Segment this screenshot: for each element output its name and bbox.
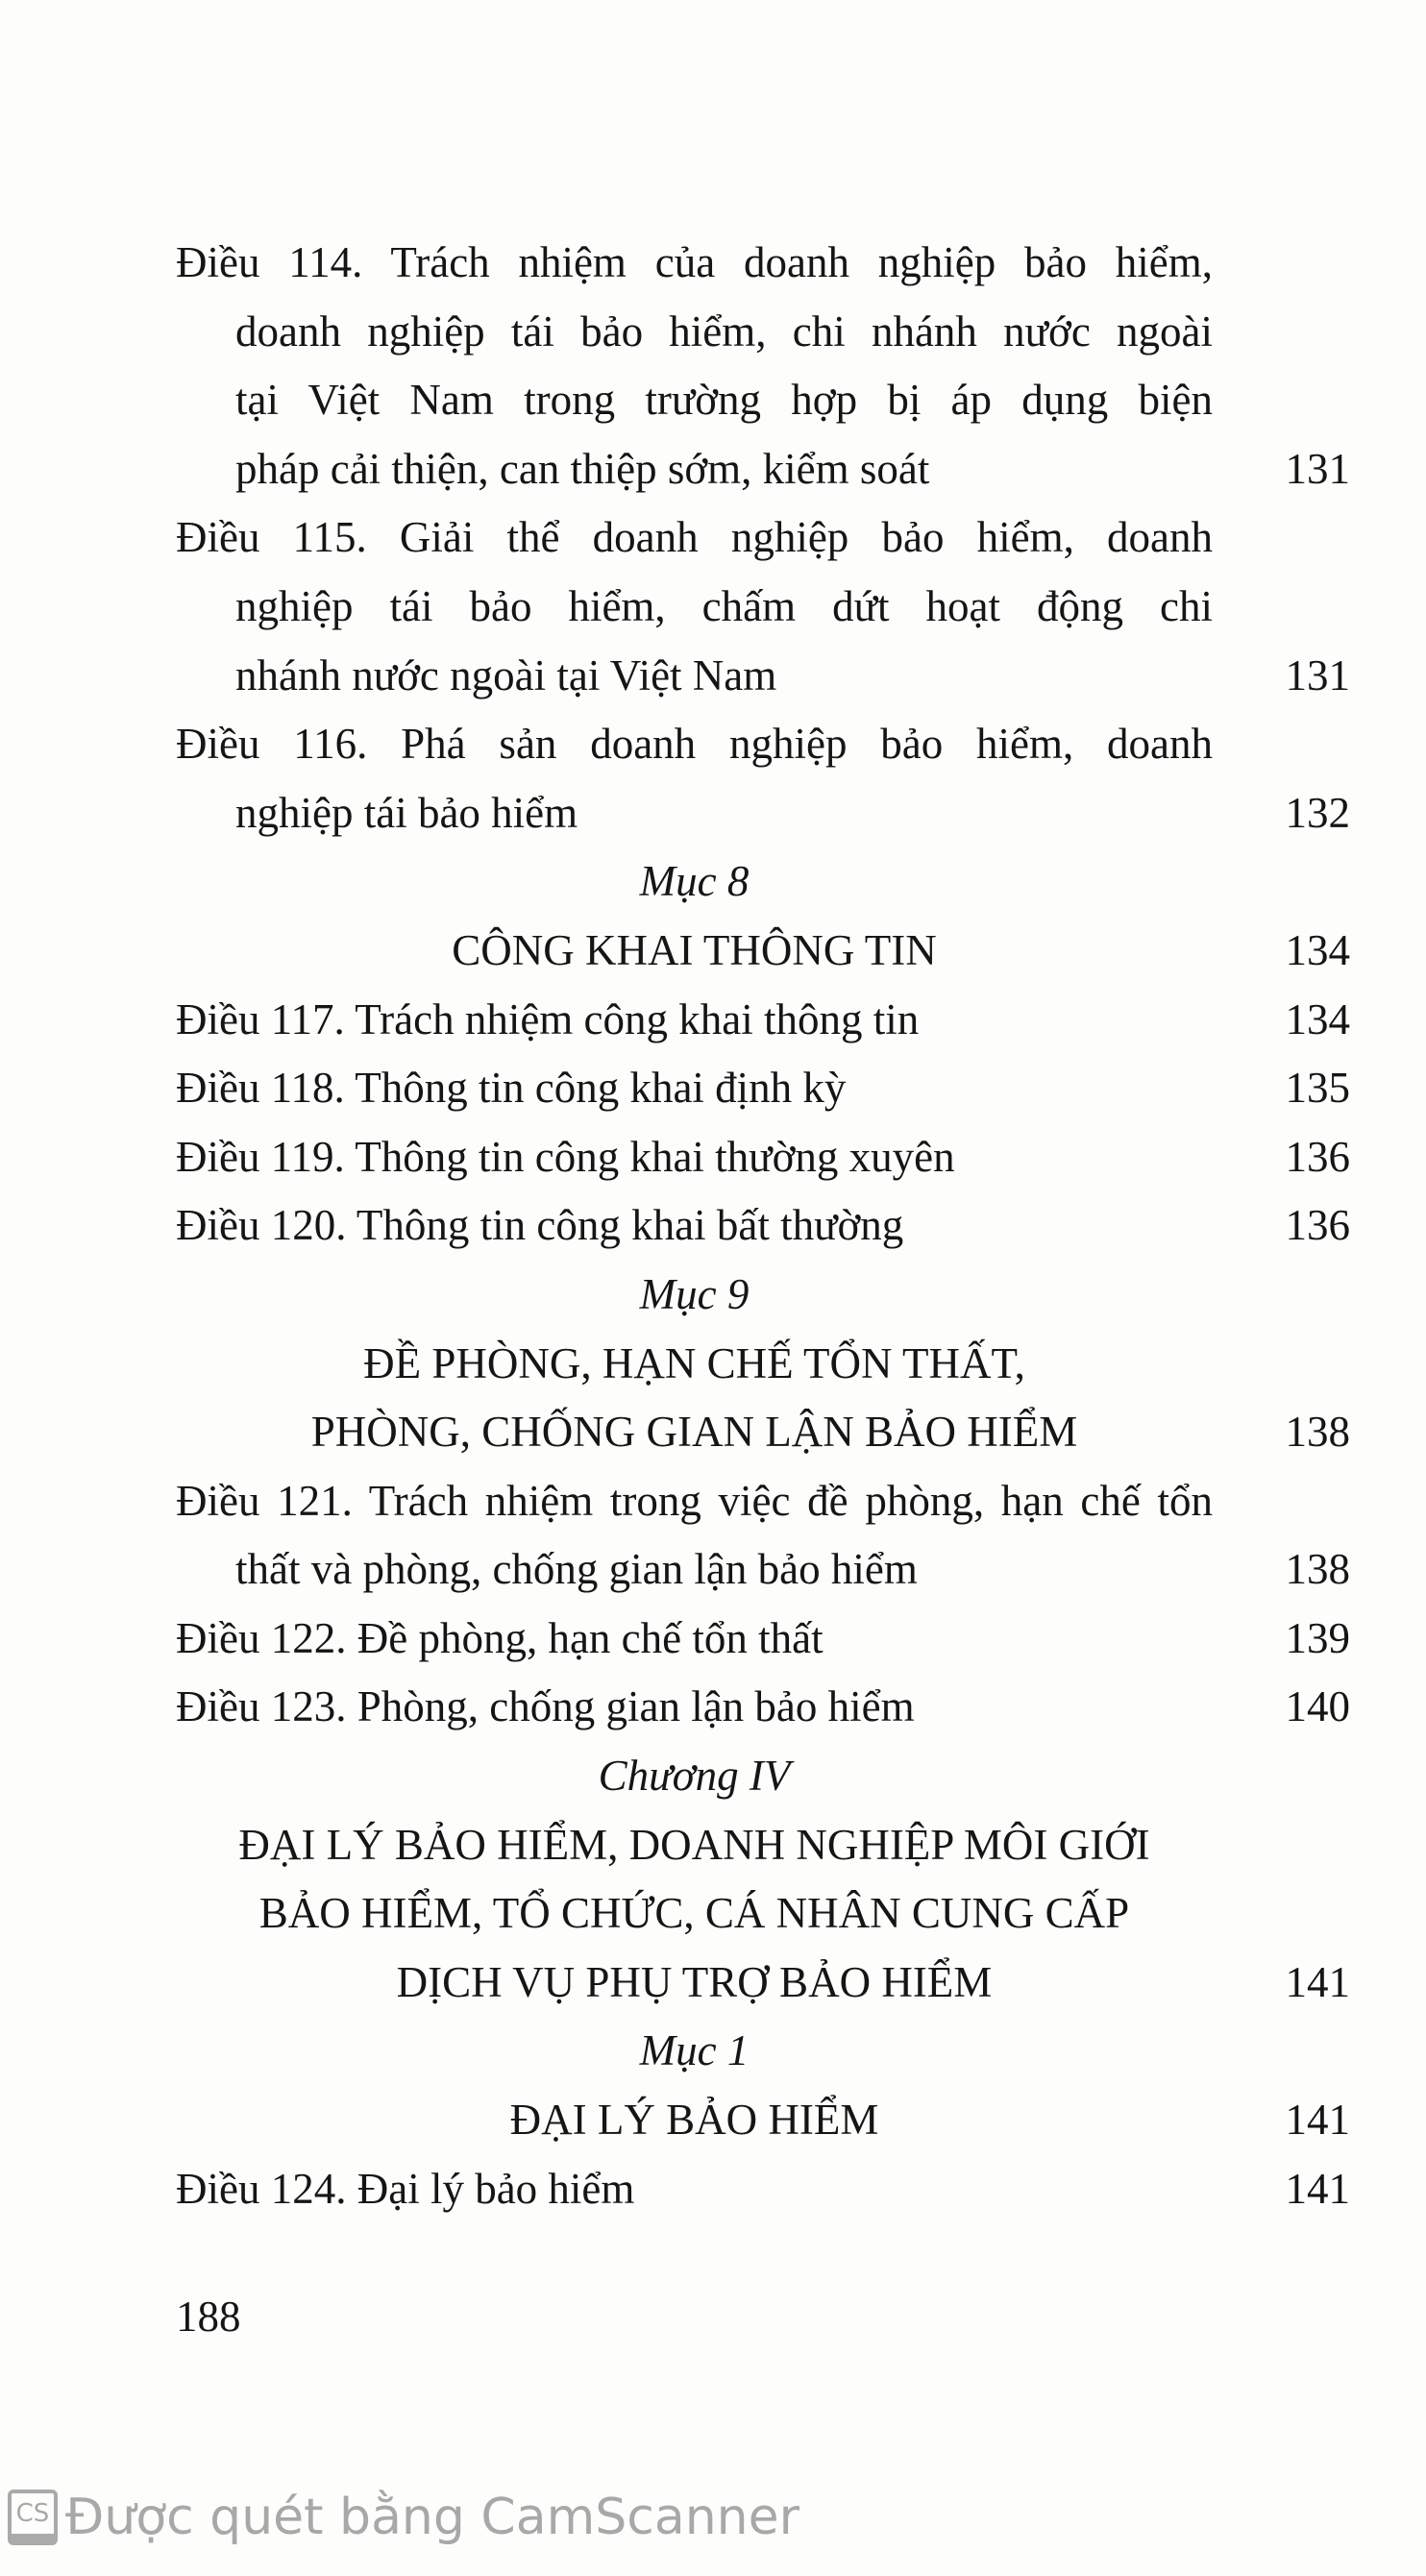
toc-entry-line — [176, 917, 1350, 986]
article-text: Điều 117. Trách nhiệm công khai thông tin — [176, 994, 920, 1043]
section-title-text: ĐỀ PHÒNG, HẠN CHẾ TỔN THẤT, — [363, 1338, 1025, 1387]
toc-entry-line — [176, 2086, 1350, 2155]
page-number: 188 — [176, 2293, 241, 2341]
article-text: Điều 123. Phòng, chống gian lận bảo hiểm — [176, 1682, 915, 1731]
toc-entry-line — [176, 1191, 1350, 1261]
article-text: pháp cải thiện, can thiệp sớm, kiểm soát — [235, 444, 930, 493]
camscanner-logo-icon: CS — [8, 2490, 58, 2545]
toc-entry-line — [176, 986, 1350, 1055]
toc-page-number: 131 — [1285, 444, 1350, 493]
toc-entry-line — [176, 229, 1350, 298]
toc-entry-line — [176, 1261, 1350, 1330]
toc-entry-line — [176, 435, 1350, 504]
toc-page-number: 138 — [1285, 1545, 1350, 1594]
toc-entry-line — [176, 1811, 1350, 1880]
toc-entry-line — [176, 847, 1350, 917]
toc-page-number: 141 — [1285, 2096, 1350, 2145]
toc-entry-line — [176, 1879, 1350, 1949]
section-label-text: Mục 9 — [639, 1269, 750, 1318]
article-text: Điều 121. Trách nhiệm trong việc đề phòng, hạn chế tổn — [176, 1476, 1213, 1525]
toc-entry-line — [176, 2155, 1350, 2224]
article-text: Điều 118. Thông tin công khai định kỳ — [176, 1064, 847, 1113]
toc-entry-line — [176, 366, 1350, 435]
camscanner-watermark — [8, 2489, 799, 2546]
toc-page-number: 132 — [1285, 788, 1350, 837]
toc-entry-line — [176, 1605, 1350, 1674]
toc-entry-line — [176, 1398, 1350, 1467]
toc-entry-line — [176, 1467, 1350, 1536]
toc-page-number: 135 — [1285, 1064, 1350, 1113]
article-text: Điều 124. Đại lý bảo hiểm — [176, 2164, 635, 2213]
article-text: Điều 116. Phá sản doanh nghiệp bảo hiểm, doanh — [176, 720, 1213, 769]
toc-page-number: 131 — [1285, 650, 1350, 699]
toc-page-number: 134 — [1285, 994, 1350, 1043]
toc-page-number: 136 — [1285, 1201, 1350, 1250]
article-text: Điều 115. Giải thể doanh nghiệp bảo hiểm, doanh — [176, 513, 1213, 562]
section-label-text: Mục 8 — [639, 857, 750, 906]
section-title-text: BẢO HIỂM, TỔ CHỨC, CÁ NHÂN CUNG CẤP — [258, 1889, 1130, 1938]
toc-page-number: 141 — [1285, 2164, 1350, 2213]
toc-page-number: 141 — [1285, 1957, 1350, 2006]
toc-entry-line — [176, 573, 1350, 642]
toc-entry-line — [176, 642, 1350, 711]
toc-page-number: 140 — [1285, 1682, 1350, 1731]
toc-page-number: 136 — [1285, 1132, 1350, 1181]
article-text: Điều 120. Thông tin công khai bất thường — [176, 1201, 904, 1250]
section-title-text: PHÒNG, CHỐNG GIAN LẬN BẢO HIỂM — [310, 1408, 1078, 1457]
article-text: nhánh nước ngoài tại Việt Nam — [235, 650, 777, 699]
toc-entry-line — [176, 298, 1350, 367]
article-text: Điều 122. Đề phòng, hạn chế tổn thất — [176, 1613, 824, 1662]
article-text: nghiệp tái bảo hiểm, chấm dứt hoạt động chi — [235, 581, 1213, 630]
toc-entry-line — [176, 1742, 1350, 1811]
article-text: Điều 114. Trách nhiệm của doanh nghiệp bảo hiểm, — [176, 238, 1213, 286]
article-text: nghiệp tái bảo hiểm — [235, 788, 578, 837]
watermark-text: Được quét bằng CamScanner — [65, 2489, 800, 2546]
section-label-text: Chương IV — [598, 1752, 791, 1801]
toc-entry-line — [176, 1054, 1350, 1123]
section-title-text: DỊCH VỤ PHỤ TRỢ BẢO HIỂM — [396, 1957, 993, 2006]
toc-entry-line — [176, 710, 1350, 779]
section-title-text: ĐẠI LÝ BẢO HIỂM — [509, 2096, 879, 2145]
section-title-text: ĐẠI LÝ BẢO HIỂM, DOANH NGHIỆP MÔI GIỚI — [238, 1820, 1150, 1869]
toc-entry-line — [176, 779, 1350, 848]
toc-entry-line — [176, 1535, 1350, 1605]
toc-page-number: 134 — [1285, 925, 1350, 974]
article-text: Điều 119. Thông tin công khai thường xuyên — [176, 1132, 955, 1181]
toc-entry-line — [176, 1949, 1350, 2018]
section-label-text: Mục 1 — [639, 2026, 750, 2075]
article-text: doanh nghiệp tái bảo hiểm, chi nhánh nước ngoài — [235, 307, 1213, 356]
toc-page-number: 138 — [1285, 1408, 1350, 1457]
toc-entry-line — [176, 2017, 1350, 2086]
toc-entry-line — [176, 1330, 1350, 1399]
table-of-contents — [176, 229, 1350, 2223]
article-text: thất và phòng, chống gian lận bảo hiểm — [235, 1545, 918, 1594]
toc-page-number: 139 — [1285, 1613, 1350, 1662]
article-text: tại Việt Nam trong trường hợp bị áp dụng biện — [235, 376, 1213, 425]
toc-entry-line — [176, 503, 1350, 573]
toc-entry-line — [176, 1123, 1350, 1192]
section-title-text: CÔNG KHAI THÔNG TIN — [452, 925, 937, 974]
toc-entry-line — [176, 1673, 1350, 1742]
